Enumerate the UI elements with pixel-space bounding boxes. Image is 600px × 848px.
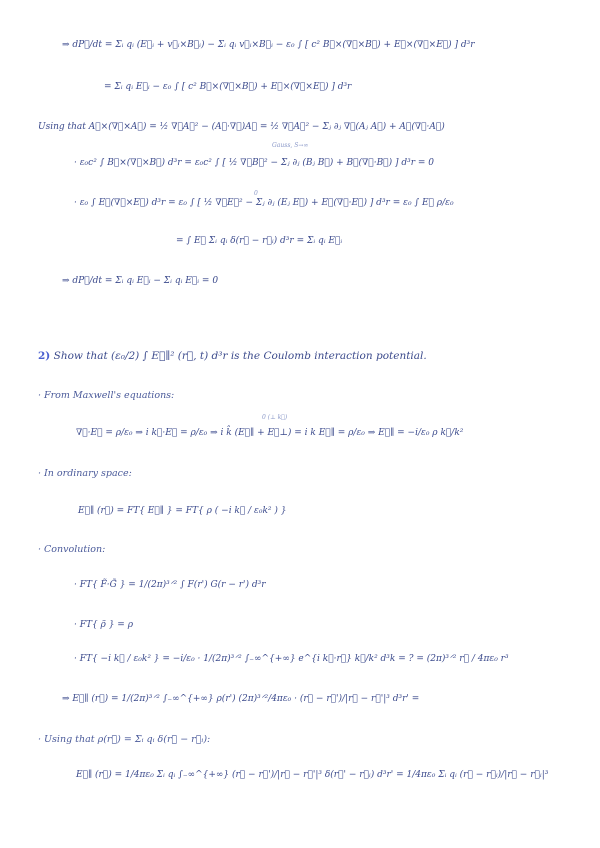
vector-identity-line: Using that A⃗×(∇⃗×A⃗) = ½ ∇⃗A⃗² − (A⃗·∇⃗)A⃗ = ½ ∇⃗A⃗² − Σⱼ ∂ⱼ ∇⃗(Aⱼ A⃗) + A⃗(∇⃗·A⃗) — [38, 122, 445, 132]
coulomb-field-line: E⃗∥ (r⃗) = 1/4πε₀ Σᵢ qᵢ ∫₋∞^{+∞} (r⃗ − r⃗')/|r⃗ − r⃗'|³ δ(r⃗' − r⃗ᵢ) d³r' = 1/4πε₀ Σᵢ qᵢ (r⃗ − r⃗ᵢ)/|r⃗ − r⃗ᵢ|³ — [76, 770, 549, 780]
ordinary-space-header: · In ordinary space: — [38, 468, 132, 479]
zero-annotation: 0 — [254, 190, 258, 197]
magnetic-term-line: · ε₀c² ∫ B⃗×(∇⃗×B⃗) d³r = ε₀c² ∫ [ ½ ∇⃗B⃗² − Σⱼ ∂ⱼ (Bⱼ B⃗) + B⃗(∇⃗·B⃗) ] d³r = 0 — [74, 158, 434, 168]
momentum-derivative-line: ⇒ dP⃗/dt = Σᵢ qᵢ (E⃗ᵢ + v⃗ᵢ×B⃗ᵢ) − Σᵢ qᵢ v⃗ᵢ×B⃗ᵢ − ε₀ ∫ [ c² B⃗×(∇⃗×B⃗) + E⃗×(∇⃗×E⃗) ] d³r — [62, 40, 475, 50]
question-number: 2) — [38, 350, 51, 362]
point-charges-header: · Using that ρ(r⃗) = Σᵢ qᵢ δ(r⃗ − r⃗ᵢ): — [38, 734, 211, 745]
momentum-conservation-line: ⇒ dP⃗/dt = Σᵢ qᵢ E⃗ᵢ − Σᵢ qᵢ E⃗ᵢ = 0 — [62, 276, 219, 286]
electric-term-line: · ε₀ ∫ E⃗(∇⃗×E⃗) d³r = ε₀ ∫ [ ½ ∇⃗E⃗² − Σⱼ ∂ⱼ (Eⱼ E⃗) + E⃗(∇⃗·E⃗) ] d³r = ε₀ ∫ E⃗ ρ/ε₀ — [74, 198, 454, 208]
perpendicular-annotation: 0 (⊥ k⃗) — [262, 414, 288, 421]
convolution-theorem-line: · FT{ F̃·G̃ } = 1/(2π)³ᐟ² ∫ F(r') G(r − r') d³r — [74, 580, 266, 590]
momentum-simplified-line: = Σᵢ qᵢ E⃗ᵢ − ε₀ ∫ [ c² B⃗×(∇⃗×B⃗) + E⃗×(∇⃗×E⃗) ] d³r — [104, 82, 352, 92]
gauss-law-fourier-line: ∇⃗·E⃗ = ρ/ε₀ ⇒ i k⃗·E⃗ = ρ/ε₀ ⇒ i k̂ (E⃗∥ + E⃗⊥) = i k E⃗∥ = ρ/ε₀ ⇒ E⃗∥ = −i/ε₀ ρ k⃗/k² — [76, 428, 464, 438]
convolution-header: · Convolution: — [38, 544, 106, 555]
inverse-transform-line: E⃗∥ (r⃗) = FT{ E⃗∥ } = FT{ ρ ( −i k⃗ / ε₀k² ) } — [78, 506, 287, 516]
question-text: Show that (ε₀/2) ∫ E⃗∥² (r⃗, t) d³r is the Coulomb interaction potential. — [53, 350, 427, 362]
charge-transform-line: · FT{ ρ̃ } = ρ — [74, 620, 133, 630]
gauss-annotation: Gauss, S→∞ — [272, 142, 309, 149]
field-convolution-line: ⇒ E⃗∥ (r⃗) = 1/(2π)³ᐟ² ∫₋∞^{+∞} ρ(r') (2π)³ᐟ²/4πε₀ · (r⃗ − r⃗')/|r⃗ − r⃗'|³ d³r' = — [62, 694, 420, 704]
kernel-transform-line: · FT{ −i k⃗ / ε₀k² } = −i/ε₀ · 1/(2π)³ᐟ² ∫₋∞^{+∞} e^{i k⃗·r⃗} k⃗/k² d³k = ? = (2π)³ᐟ² r⃗ / 4πε₀ r³ — [74, 654, 509, 664]
electric-term-result-line: = ∫ E⃗ Σᵢ qᵢ δ(r⃗ − r⃗ᵢ) d³r = Σᵢ qᵢ E⃗ᵢ — [176, 236, 343, 246]
question-2-heading — [38, 350, 427, 362]
maxwell-header: · From Maxwell's equations: — [38, 390, 175, 401]
